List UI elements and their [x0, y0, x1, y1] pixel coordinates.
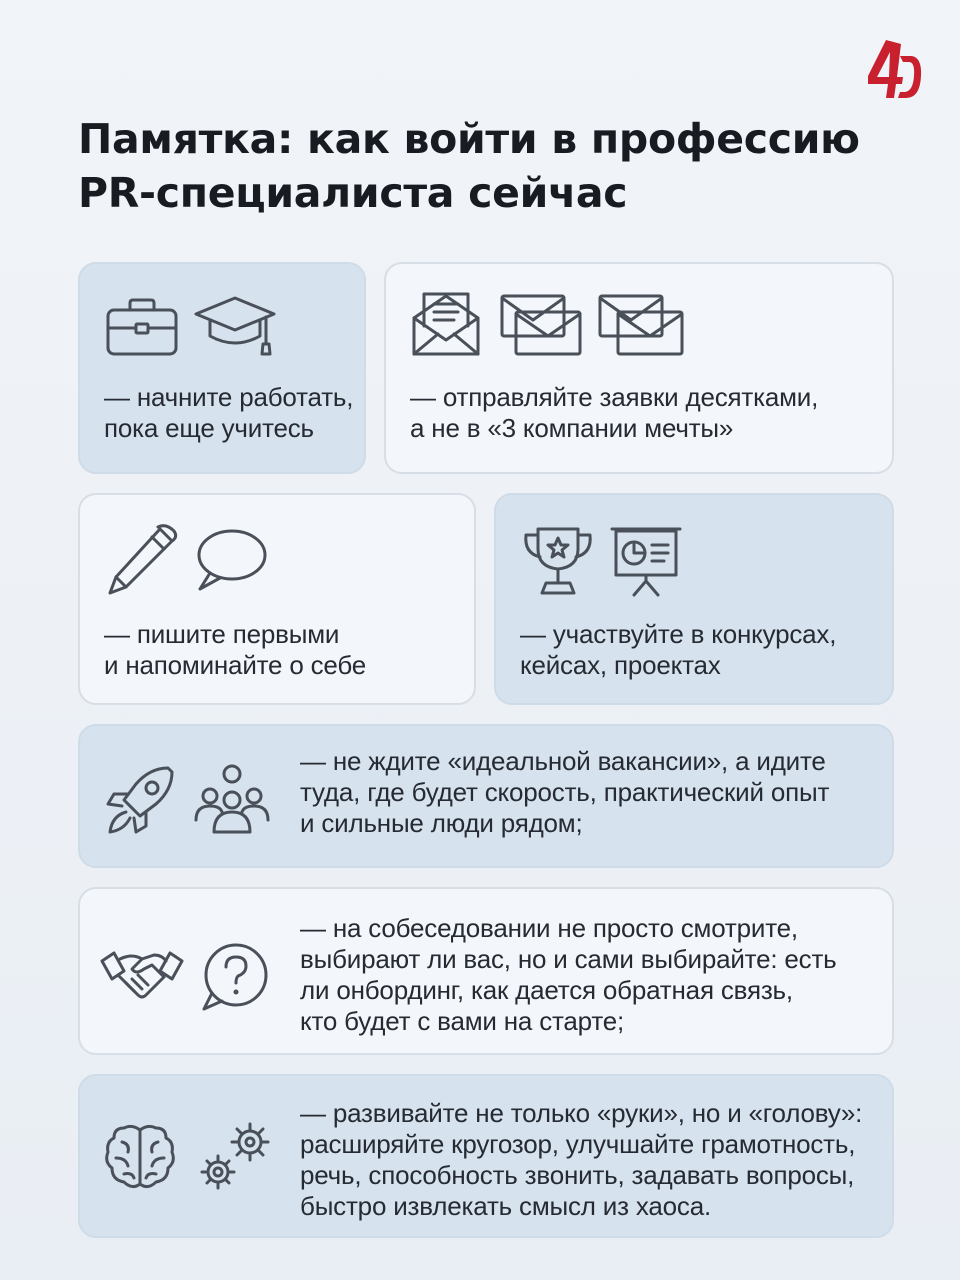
gears-icon — [192, 1118, 274, 1196]
tip-text: — начните работать, пока еще учитесь — [104, 382, 354, 443]
speech-bubble-icon — [192, 527, 268, 593]
presentation-board-icon — [608, 523, 684, 599]
page-title — [78, 112, 898, 220]
open-envelope-icon — [410, 288, 482, 358]
tip-card-develop-skills — [78, 1074, 894, 1238]
envelopes-icon — [498, 292, 584, 358]
tip-text: — на собеседовании не просто смотрите, выбирают ли вас, но и сами выбирайте: есть ли онбординг, как дается обратная связь, кто будет с вами на старте; — [300, 913, 837, 1036]
brain-icon — [104, 1122, 176, 1192]
tip-card-work-while-studying — [78, 262, 366, 474]
envelopes-icon — [596, 292, 686, 358]
title-line-1: Памятка: как войти в профессию — [78, 115, 860, 163]
brand-logo — [862, 36, 924, 106]
handshake-icon — [98, 945, 186, 1005]
tip-card-no-ideal-vacancy — [78, 724, 894, 868]
tip-text: — участвуйте в конкурсах, кейсах, проектах — [520, 619, 837, 680]
briefcase-icon — [104, 296, 180, 358]
team-icon — [192, 762, 272, 838]
tip-text: — пишите первыми и напоминайте о себе — [104, 619, 367, 680]
tip-card-write-first — [78, 493, 476, 705]
tip-text: — отправляйте заявки десятками, а не в «3 компании мечты» — [410, 382, 819, 443]
tip-text: — не ждите «идеальной вакансии», а идите туда, где будет скорость, практический опыт и сильные люди рядом; — [300, 746, 830, 838]
trophy-icon — [520, 523, 596, 599]
pen-icon — [102, 523, 178, 599]
tip-text: — развивайте не только «руки», но и «голову»: расширяйте кругозор, улучшайте грамотность, речь, способность звонить, задавать вопросы, быстро извлекать смысл из хаоса. — [300, 1098, 863, 1221]
graduation-cap-icon — [192, 292, 278, 358]
tip-card-contests — [494, 493, 894, 705]
rocket-icon — [102, 760, 182, 840]
tip-card-send-applications — [384, 262, 894, 474]
question-bubble-icon — [198, 941, 272, 1013]
title-line-2: PR-специалиста сейчас — [78, 169, 628, 217]
tip-card-interview — [78, 887, 894, 1055]
